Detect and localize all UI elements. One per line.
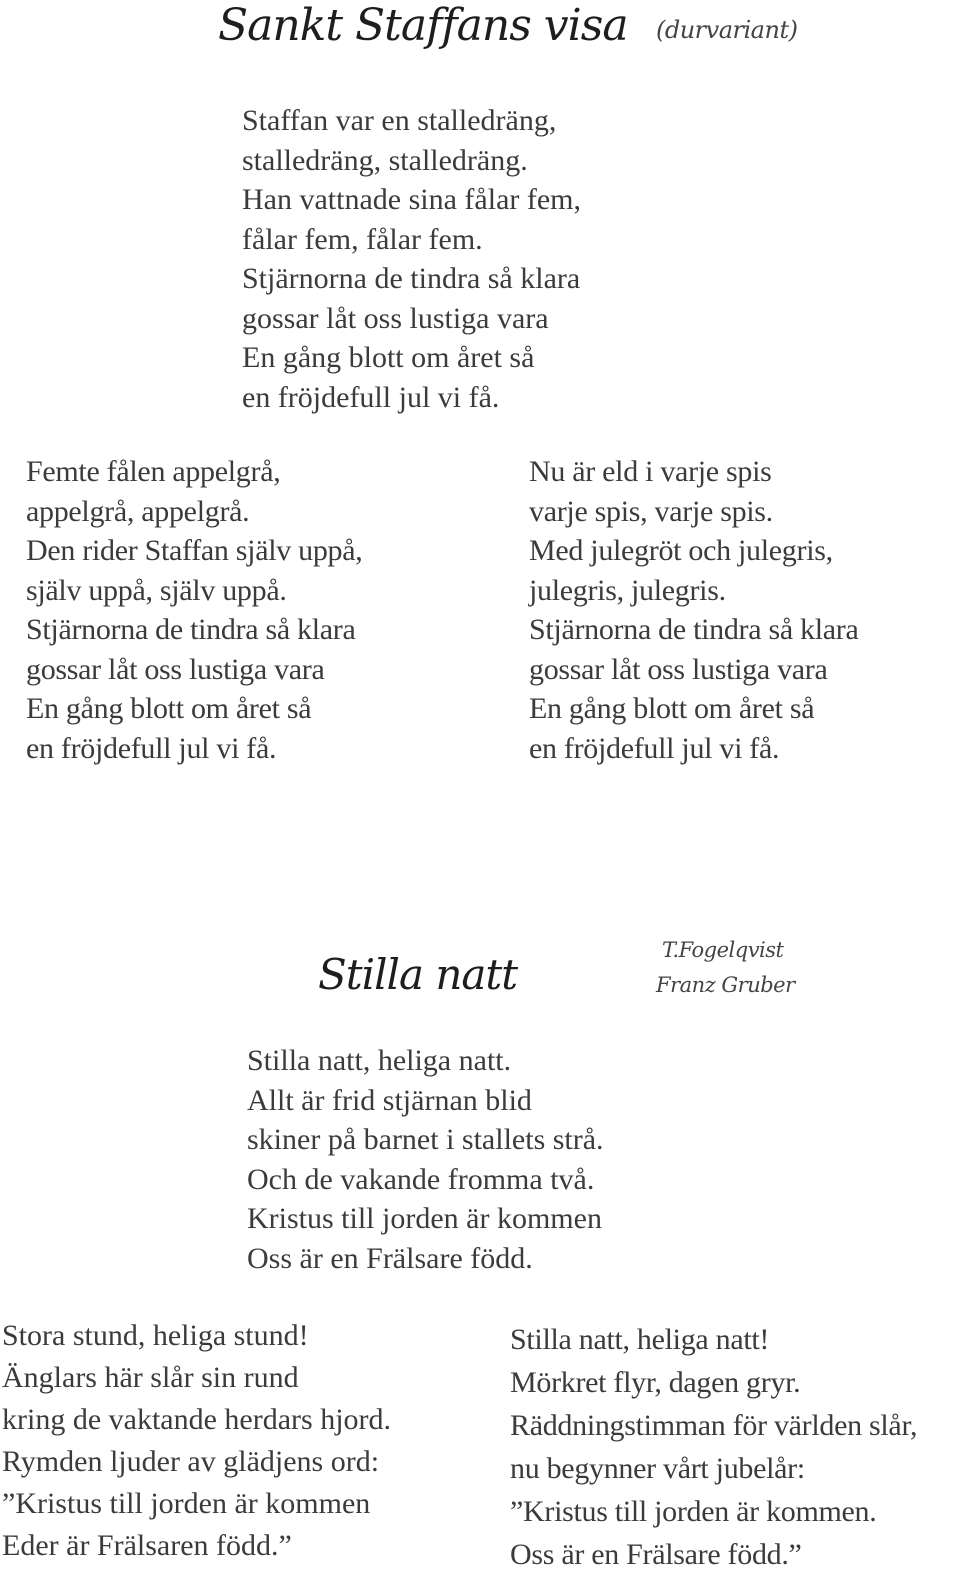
song2-title: Stilla natt <box>318 950 518 999</box>
verse-line: varje spis, varje spis. <box>529 494 773 528</box>
song1-subtitle: (durvariant) <box>656 16 798 44</box>
verse-line: Nu är eld i varje spis <box>529 455 772 488</box>
verse-line: Eder är Frälsaren född.” <box>2 1529 292 1562</box>
verse-line: Änglars här slår sin rund <box>2 1361 299 1394</box>
song2-verse-3 <box>510 1318 917 1576</box>
verse-line: en fröjdefull jul vi få. <box>529 731 780 765</box>
verse-line: Stilla natt, heliga natt. <box>247 1044 512 1077</box>
verse-line: Oss är en Frälsare född. <box>247 1241 533 1275</box>
verse-line: Oss är en Frälsare född.” <box>510 1538 802 1571</box>
verse-line: Rymden ljuder av glädjens ord: <box>2 1445 380 1478</box>
verse-line: En gång blott om året så <box>529 692 815 725</box>
verse-line: gossar låt oss lustiga vara <box>26 652 325 686</box>
verse-line: Med julegröt och julegris, <box>529 534 833 567</box>
verse-line: Stjärnorna de tindra så klara <box>26 613 356 646</box>
song2-verse-1 <box>247 1041 604 1278</box>
verse-line: Stjärnorna de tindra så klara <box>242 262 581 295</box>
verse-line: En gång blott om året så <box>26 692 312 725</box>
verse-line: nu begynner vårt jubelår: <box>510 1452 805 1485</box>
verse-line: Räddningstimman för världen slår, <box>510 1409 918 1442</box>
verse-line: en fröjdefull jul vi få. <box>242 380 500 414</box>
song1-verse-1 <box>242 101 581 417</box>
song1-title: Sankt Staffans visa <box>218 0 628 51</box>
verse-line: skiner på barnet i stallets strå. <box>247 1123 604 1156</box>
verse-line: själv uppå, själv uppå. <box>26 573 287 607</box>
verse-line: Den rider Staffan själv uppå, <box>26 534 363 567</box>
song1-verse-3 <box>529 452 859 768</box>
verse-line: Kristus till jorden är kommen <box>247 1202 602 1235</box>
verse-line: En gång blott om året så <box>242 341 535 374</box>
verse-line: stalledräng, stalledräng. <box>242 143 528 177</box>
verse-line: appelgrå, appelgrå. <box>26 494 250 528</box>
verse-line: Stilla natt, heliga natt! <box>510 1323 770 1356</box>
verse-line: Stora stund, heliga stund! <box>2 1319 309 1352</box>
verse-line: en fröjdefull jul vi få. <box>26 731 277 765</box>
verse-line: Allt är frid stjärnan blid <box>247 1083 532 1117</box>
verse-line: julegris, julegris. <box>529 573 726 607</box>
song2-verse-2 <box>2 1315 391 1567</box>
song2-credit-lyrics: T.Fogelqvist <box>662 938 784 962</box>
verse-line: ”Kristus till jorden är kommen. <box>510 1495 877 1528</box>
verse-line: ”Kristus till jorden är kommen <box>2 1487 371 1520</box>
song2-credit-music: Franz Gruber <box>656 973 795 997</box>
verse-line: Och de vakande fromma två. <box>247 1162 595 1196</box>
verse-line: Han vattnade sina fålar fem, <box>242 183 582 216</box>
verse-line: Stjärnorna de tindra så klara <box>529 613 859 646</box>
verse-line: gossar låt oss lustiga vara <box>242 301 549 335</box>
verse-line: Staffan var en stalledräng, <box>242 104 557 137</box>
verse-line: Mörkret flyr, dagen gryr. <box>510 1366 801 1399</box>
song1-verse-2 <box>26 452 362 768</box>
verse-line: kring de vaktande herdars hjord. <box>2 1403 392 1436</box>
verse-line: gossar låt oss lustiga vara <box>529 652 828 686</box>
verse-line: fålar fem, fålar fem. <box>242 222 483 256</box>
verse-line: Femte fålen appelgrå, <box>26 455 281 488</box>
